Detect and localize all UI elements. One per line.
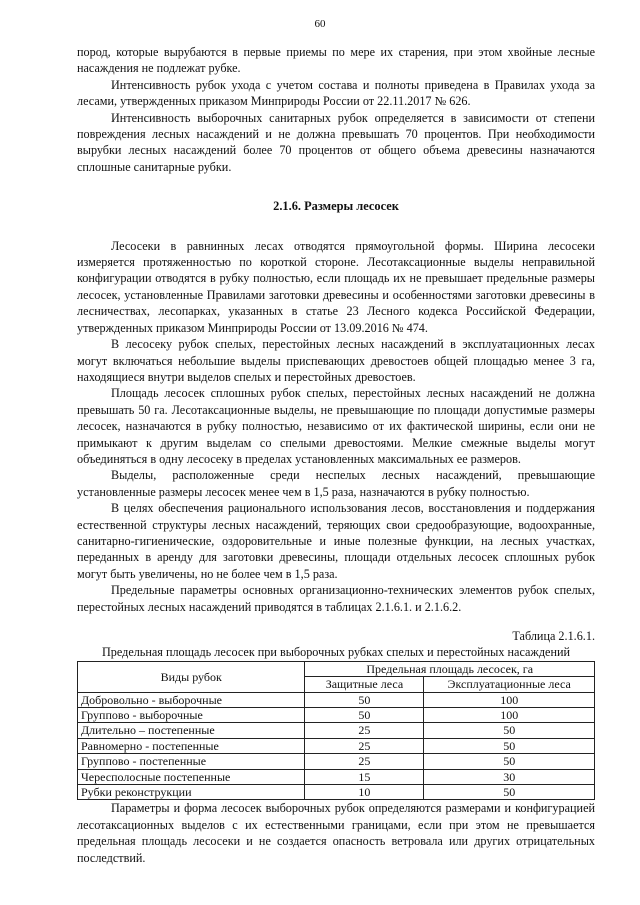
cell-protective: 50	[305, 692, 424, 707]
header-kind: Виды рубок	[78, 661, 305, 692]
cell-protective: 50	[305, 708, 424, 723]
cell-kind: Добровольно - выборочные	[78, 692, 305, 707]
cell-protective: 10	[305, 785, 424, 800]
paragraph: пород, которые вырубаются в первые приемы по мере их старения, при этом хвойные лесные насаждения не подлежат рубке.	[77, 45, 595, 76]
paragraph: Лесосеки в равнинных лесах отводятся прямоугольной формы. Ширина лесосеки измеряется протяженностью по короткой стороне. Лесотаксационные выделы неправильной конфигурации отводятся в рубку полностью, если площадь их не превышает предельные размеры лесосек, установленные Правилами заготовки древесины и особенностями заготовки древесины в лесничествах, лесопарках, указанных в статье 23 Лесного кодекса Российской Федерации, утвержденных приказом Минприроды России от 13.09.2016 № 474.	[77, 238, 595, 335]
table-caption: Предельная площадь лесосек при выборочных рубках спелых и перестойных насаждений	[101, 645, 571, 660]
header-group: Предельная площадь лесосек, га	[305, 661, 595, 676]
section-heading: 2.1.6. Размеры лесосек	[273, 199, 399, 214]
table-row	[78, 708, 595, 723]
cell-exploitation: 100	[424, 708, 595, 723]
header-protective: Защитные леса	[305, 677, 424, 692]
cell-exploitation: 30	[424, 769, 595, 784]
cutting-area-table	[77, 661, 595, 801]
cell-protective: 15	[305, 769, 424, 784]
paragraph: В лесосеку рубок спелых, перестойных лесных насаждений в эксплуатационных лесах могут включаться небольшие выделы приспевающих древостоев общей площадью менее 3 га, находящиеся внутри выделов спелых и перестойных древостоев.	[77, 337, 595, 384]
table-row	[78, 723, 595, 738]
cell-exploitation: 50	[424, 785, 595, 800]
table-row	[78, 769, 595, 784]
cell-kind: Длительно – постепенные	[78, 723, 305, 738]
cell-exploitation: 50	[424, 738, 595, 753]
header-exploitation: Эксплуатационные леса	[424, 677, 595, 692]
table-header-row	[78, 661, 595, 676]
paragraph: Интенсивность рубок ухода с учетом состава и полноты приведена в Правилах ухода за лесами, утвержденных приказом Минприроды России от 22.11.2017 № 626.	[77, 77, 595, 109]
page-number: 60	[314, 18, 326, 30]
cell-kind: Равномерно - постепенные	[78, 738, 305, 753]
paragraph: Выделы, расположенные среди неспелых лесных насаждений, превышающие установленные размеры лесосек менее чем в 1,5 раза, назначаются в рубку полностью.	[77, 468, 595, 499]
cell-kind: Рубки реконструкции	[78, 785, 305, 800]
table-row	[78, 738, 595, 753]
cell-exploitation: 50	[424, 754, 595, 769]
cell-protective: 25	[305, 723, 424, 738]
paragraph: Интенсивность выборочных санитарных рубок определяется в зависимости от степени повреждения лесных насаждений и не должна превышать 70 процентов. При необходимости вырубки лесных насаждений более 70 процентов от общего объема древесины назначаются сплошные санитарные рубки.	[77, 110, 595, 174]
cell-exploitation: 50	[424, 723, 595, 738]
table-row	[78, 785, 595, 800]
cell-kind: Чересполосные постепенные	[78, 769, 305, 784]
cell-kind: Группово - постепенные	[78, 754, 305, 769]
cell-protective: 25	[305, 754, 424, 769]
paragraph: Площадь лесосек сплошных рубок спелых, перестойных лесных насаждений не должна превышать 50 га. Лесотаксационные выделы, не превышающие по площади допустимые размеры лесосек, назначаются в рубку полностью, независимо от их фактической ширины, если они не примыкают к другим выделам со спелыми древостоями. Мелкие смежные выделы могут объединяться в одну лесосеку в пределах установленных максимальных ее размеров.	[77, 386, 595, 466]
paragraph: Предельные параметры основных организационно-технических элементов рубок спелых, перестойных лесных насаждений приводятся в таблицах 2.1.6.1. и 2.1.6.2.	[77, 583, 595, 614]
table-label: Таблица 2.1.6.1.	[512, 629, 595, 643]
paragraph: Параметры и форма лесосек выборочных рубок определяются размерами и конфигурацией лесотаксационных выделов с их естественными границами, если при этом не превышается предельная площадь лесосеки и не создается опасность ветровала или других отрицательных последствий.	[77, 801, 595, 865]
cell-exploitation: 100	[424, 692, 595, 707]
table-row	[78, 754, 595, 769]
cell-protective: 25	[305, 738, 424, 753]
page-content	[77, 44, 595, 866]
paragraph: В целях обеспечения рационального использования лесов, восстановления и поддержания естественной структуры лесных насаждений, теряющих свои средообразующие, водоохранные, санитарно-гигиенические, оздоровительные и иные полезные функции, на лесных участках, переданных в аренду для заготовки древесины, площади отдельных лесосек сплошных рубок могут быть увеличены, но не более чем в 1,5 раза.	[77, 501, 595, 581]
table-row	[78, 692, 595, 707]
cell-kind: Группово - выборочные	[78, 708, 305, 723]
